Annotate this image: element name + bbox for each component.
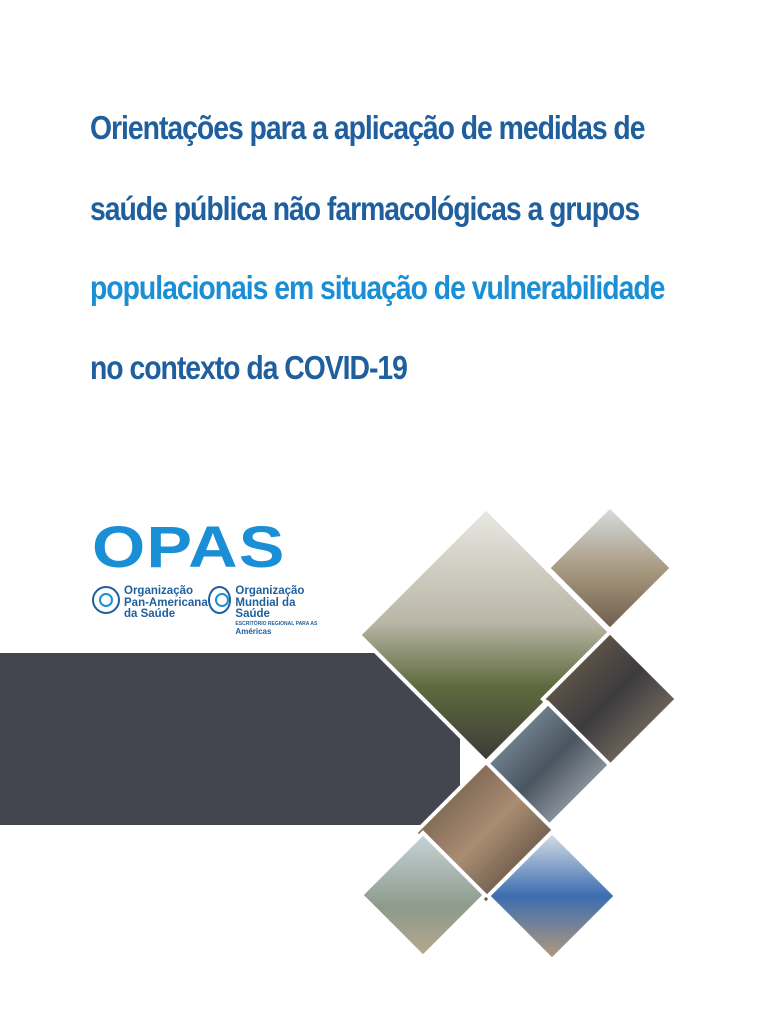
- paho-name-2: Pan-Americana: [124, 596, 208, 609]
- title-line-1: Orientações para a aplicação de medidas de: [90, 109, 645, 146]
- paho-name-1: Organização: [124, 585, 194, 597]
- who-regional-prefix: ESCRITÓRIO REGIONAL PARA AS: [235, 620, 318, 627]
- title-line-4: no contexto da COVID-19: [90, 349, 407, 386]
- title-line-2: saúde pública não farmacológicas a grupos: [90, 190, 640, 227]
- opas-wordmark: OPAS: [92, 515, 286, 580]
- who-regional: Américas: [235, 626, 272, 636]
- title-line-3: populacionais em situação de vulnerabilidade: [90, 269, 665, 306]
- who-name-1: Organização: [235, 585, 305, 597]
- paho-name-3: da Saúde: [124, 608, 176, 620]
- who-name-2: Mundial da Saúde: [235, 596, 296, 620]
